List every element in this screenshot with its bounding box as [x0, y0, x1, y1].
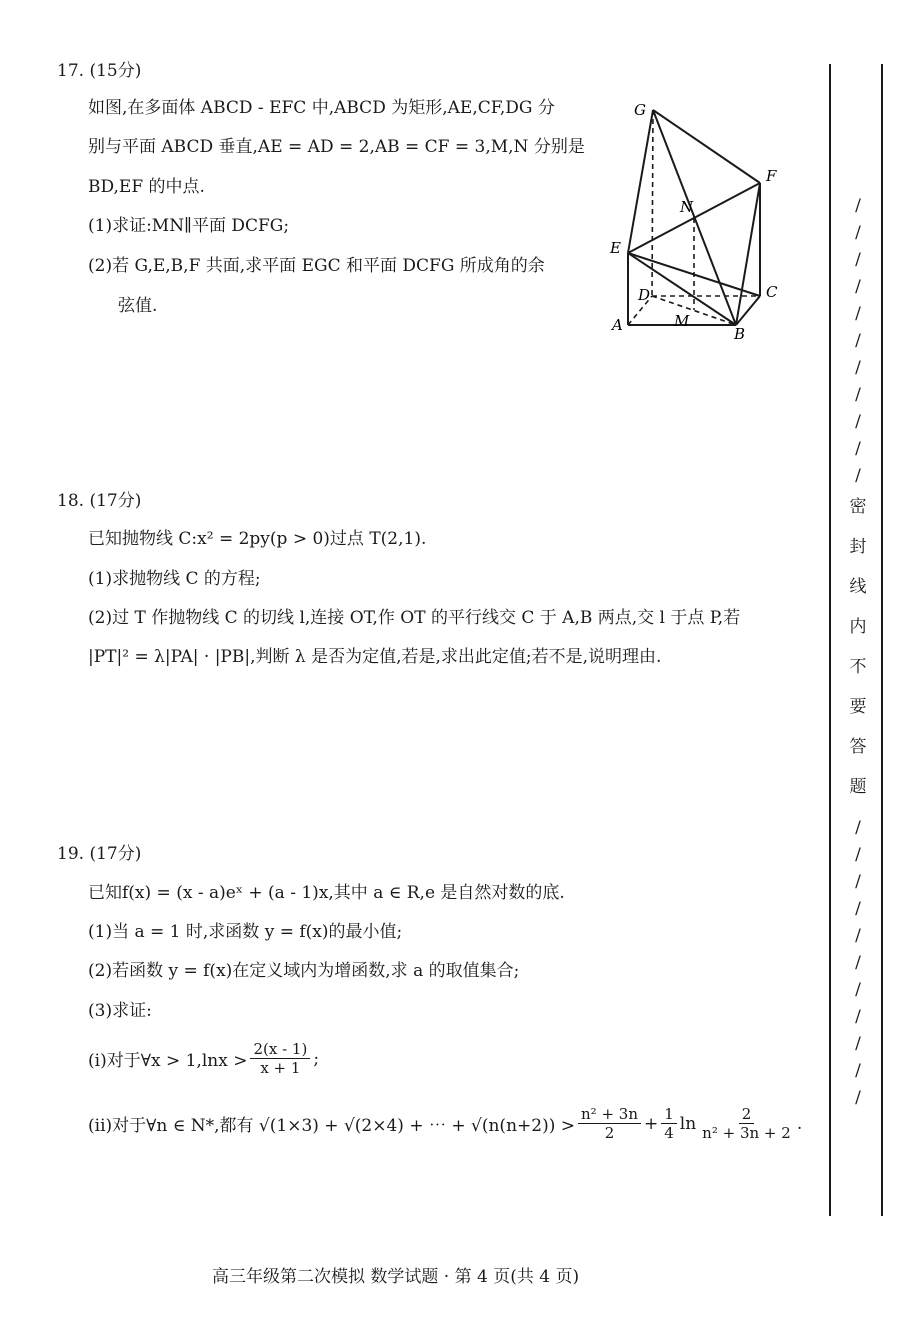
label-D: D [638, 286, 651, 304]
label-F: F [766, 167, 777, 185]
q19-sub-ii-fraction2 [661, 1105, 677, 1142]
seal-mark: / [855, 980, 861, 1000]
label-A: A [612, 316, 623, 334]
seal-mark: / [855, 1088, 861, 1108]
q19-sub-ii-frac2-denominator: 4 [664, 1124, 674, 1142]
edge-GF [653, 110, 760, 183]
q19-sub-i-denominator: x + 1 [260, 1059, 301, 1077]
seal-char: 题 [849, 777, 867, 797]
q17-part2b: 弦值. [118, 296, 158, 316]
q17-part2a: (2)若 G,E,B,F 共面,求平面 EGC 和平面 DCFG 所成角的余 [88, 256, 545, 276]
seal-char: 密 [849, 497, 867, 517]
label-G: G [634, 101, 646, 119]
seal-char: 封 [849, 537, 867, 557]
seal-char: 答 [849, 737, 867, 757]
seal-mark: / [855, 466, 861, 486]
q18-part2a: (2)过 T 作抛物线 C 的切线 l,连接 OT,作 OT 的平行线交 C 于 A,B 两点,交 l 于点 P,若 [88, 608, 741, 628]
seal-char: 要 [849, 697, 867, 717]
seal-mark: / [855, 1034, 861, 1054]
q17-line2: 别与平面 ABCD 垂直,AE = AD = 2,AB = CF = 3,M,N 分别是 [88, 137, 585, 157]
seal-line-left [829, 64, 831, 1216]
seal-mark: / [855, 277, 861, 297]
seal-warning-text [846, 492, 870, 812]
q17-line3: BD,EF 的中点. [88, 177, 205, 197]
q19-sub-ii-prefix: (ii)对于∀n ∈ N*,都有 √(1×3) + √(2×4) + ⋯ + √(n(n+2)) > [88, 1116, 575, 1136]
seal-mark: / [855, 953, 861, 973]
seal-mark: / [855, 385, 861, 405]
seal-mark: / [855, 304, 861, 324]
seal-mark: / [855, 439, 861, 459]
q19-sub-ii-plus: + [643, 1113, 659, 1134]
label-B: B [734, 325, 746, 343]
seal-mark: / [855, 1007, 861, 1027]
q19-part1: (1)当 a = 1 时,求函数 y = f(x)的最小值; [88, 922, 403, 942]
label-N: N [680, 198, 694, 216]
q19-sub-ii-frac1-numerator: n² + 3n [578, 1105, 641, 1124]
q17-part1: (1)求证:MN∥平面 DCFG; [88, 216, 290, 236]
q19-line1: 已知f(x) = (x - a)eˣ + (a - 1)x,其中 a ∈ R,e 是自然对数的底. [88, 883, 565, 903]
seal-bottom-marks [846, 818, 870, 1115]
seal-mark: / [855, 872, 861, 892]
label-E: E [610, 239, 621, 257]
q19-sub-i-numerator: 2(x - 1) [250, 1040, 310, 1059]
seal-char: 内 [849, 617, 867, 637]
q18-line1: 已知抛物线 C:x² = 2py(p > 0)过点 T(2,1). [88, 529, 427, 549]
q19-part3: (3)求证: [88, 1001, 152, 1021]
seal-mark: / [855, 818, 861, 838]
seal-char: 线 [849, 577, 867, 597]
seal-mark: / [855, 196, 861, 216]
q17-header: 17. (15分) [57, 61, 142, 81]
seal-mark: / [855, 1061, 861, 1081]
label-C: C [766, 283, 778, 301]
q17-line1: 如图,在多面体 ABCD - EFC 中,ABCD 为矩形,AE,CF,DG 分 [88, 98, 555, 118]
q19-sub-i [88, 1040, 319, 1077]
seal-char: 不 [849, 657, 867, 677]
seal-mark: / [855, 358, 861, 378]
seal-mark: / [855, 250, 861, 270]
q19-sub-ii-ln: ln [679, 1113, 697, 1134]
q18-part1: (1)求抛物线 C 的方程; [88, 569, 261, 589]
q19-sub-i-prefix: (i)对于∀x > 1,lnx > [88, 1051, 248, 1071]
q19-sub-ii-frac3-denominator: n² + 3n + 2 [702, 1124, 791, 1142]
q19-sub-ii-frac2-numerator: 1 [661, 1105, 677, 1124]
label-M: M [674, 312, 690, 330]
q19-part2: (2)若函数 y = f(x)在定义域内为增函数,求 a 的取值集合; [88, 961, 520, 981]
seal-top-marks [846, 196, 870, 493]
page-footer: 高三年级第二次模拟 数学试题 · 第 4 页(共 4 页) [212, 1267, 580, 1287]
seal-line-right [881, 64, 883, 1216]
seal-mark: / [855, 899, 861, 919]
q19-sub-ii-fraction3 [699, 1105, 794, 1142]
seal-mark: / [855, 926, 861, 946]
seal-mark: / [855, 223, 861, 243]
seal-mark: / [855, 331, 861, 351]
q18-header: 18. (17分) [57, 491, 142, 511]
q19-sub-i-suffix: ; [313, 1048, 320, 1069]
q19-header: 19. (17分) [57, 844, 142, 864]
q19-sub-ii-fraction1 [578, 1105, 641, 1142]
q19-sub-ii-frac3-numerator: 2 [739, 1105, 755, 1124]
edge-FB [736, 183, 760, 325]
q19-sub-ii [88, 1105, 802, 1142]
q19-sub-ii-frac1-denominator: 2 [604, 1124, 615, 1142]
q18-part2b: |PT|² = λ|PA| · |PB|,判断 λ 是否为定值,若是,求出此定值;若不是,说明理由. [88, 647, 662, 667]
seal-mark: / [855, 412, 861, 432]
q19-sub-ii-suffix: . [796, 1113, 803, 1134]
q19-sub-i-fraction [250, 1040, 310, 1077]
polyhedron-figure [600, 95, 800, 350]
seal-mark: / [855, 845, 861, 865]
edge-GE [628, 110, 653, 253]
